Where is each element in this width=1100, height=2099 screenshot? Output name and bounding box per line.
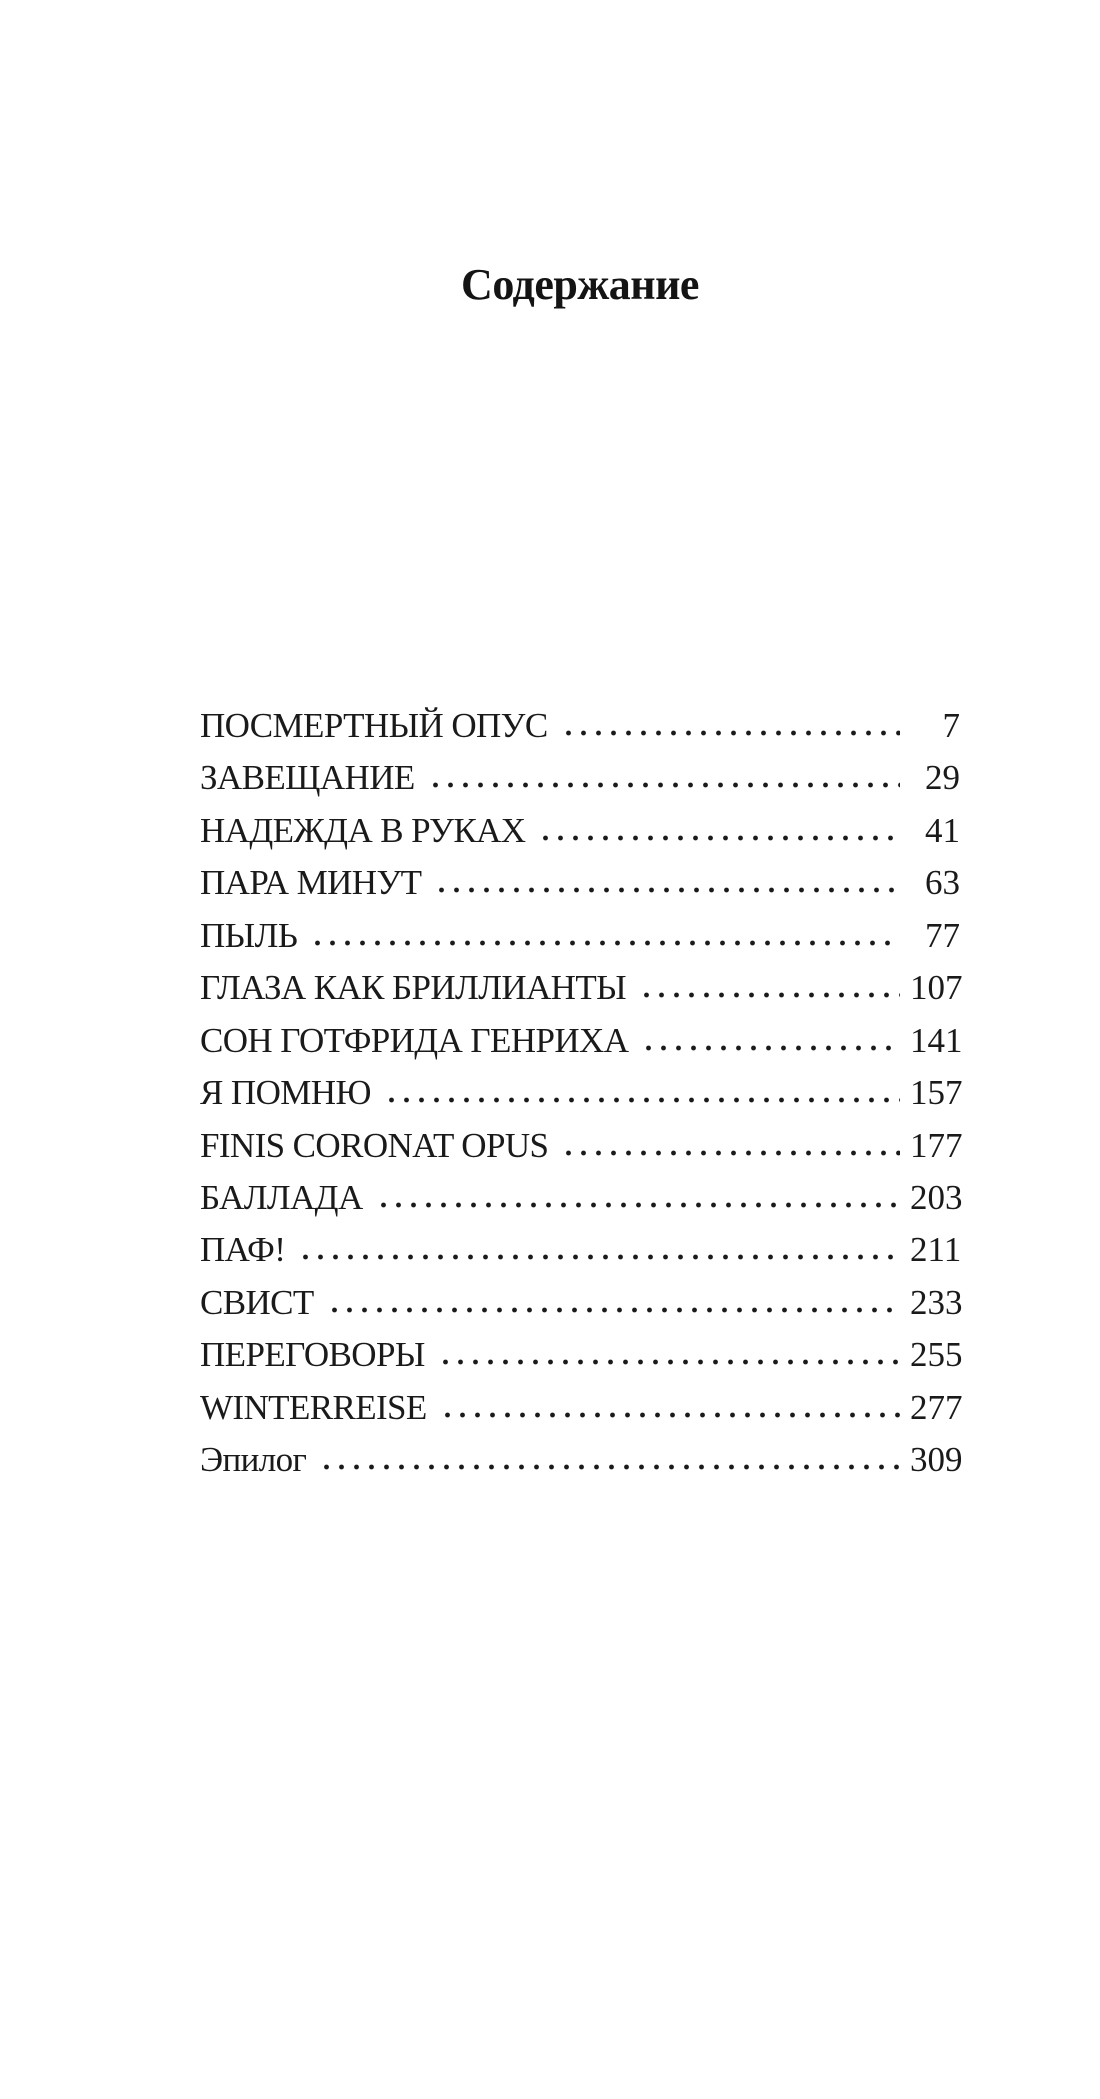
toc-entry-label: ПАРА МИНУТ bbox=[200, 863, 422, 903]
contents-title: Содержание bbox=[461, 260, 699, 309]
toc-entry-label: БАЛЛАДА bbox=[200, 1177, 363, 1217]
toc-entry-label: ПАФ! bbox=[200, 1230, 286, 1270]
toc-entry-page-number: 277 bbox=[910, 1387, 963, 1427]
toc-entry-page-number: 177 bbox=[910, 1125, 963, 1165]
toc-entry-label: ЗАВЕЩАНИЕ bbox=[200, 758, 415, 798]
dot-leader bbox=[561, 729, 900, 737]
dot-leader bbox=[310, 939, 900, 947]
toc-entry-page-number: 211 bbox=[910, 1230, 962, 1270]
toc-entry-page-number: 29 bbox=[925, 758, 960, 798]
toc-entry-page-number: 77 bbox=[925, 915, 960, 955]
dot-leader bbox=[428, 781, 900, 789]
toc-entry bbox=[200, 910, 960, 962]
dot-leader bbox=[438, 1358, 900, 1366]
toc-entry bbox=[200, 1120, 963, 1172]
toc-entry bbox=[200, 1329, 963, 1381]
toc-entry-page-number: 63 bbox=[925, 863, 960, 903]
toc-entry bbox=[200, 1172, 963, 1224]
toc-entry-page-number: 203 bbox=[910, 1177, 963, 1217]
dot-leader bbox=[319, 1463, 900, 1471]
toc-entry-page-number: 7 bbox=[942, 706, 960, 745]
toc-entry bbox=[200, 1015, 963, 1067]
dot-leader bbox=[384, 1096, 900, 1104]
toc-entry bbox=[200, 1067, 963, 1119]
dot-leader bbox=[641, 1044, 900, 1052]
toc-entry-label: Эпилог bbox=[200, 1440, 307, 1480]
toc-entry bbox=[200, 1434, 963, 1486]
toc-entry-page-number: 141 bbox=[910, 1020, 963, 1060]
toc-entry-label: НАДЕЖДА В РУКАХ bbox=[200, 810, 526, 850]
dot-leader bbox=[376, 1201, 900, 1209]
toc-list bbox=[200, 700, 963, 1487]
dot-leader bbox=[440, 1411, 900, 1419]
toc-entry-label: WINTERREISE bbox=[200, 1387, 427, 1427]
toc-entry bbox=[200, 1277, 963, 1329]
toc-entry bbox=[200, 700, 960, 752]
dot-leader bbox=[561, 1149, 900, 1157]
toc-entry-page-number: 233 bbox=[910, 1282, 963, 1322]
toc-entry bbox=[200, 1382, 963, 1434]
dot-leader bbox=[434, 886, 900, 894]
dot-leader bbox=[538, 834, 900, 842]
dot-leader bbox=[639, 991, 900, 999]
toc-entry-label: Я ПОМНЮ bbox=[200, 1073, 371, 1113]
toc-entry-page-number: 309 bbox=[910, 1440, 963, 1480]
toc-entry-label: СВИСТ bbox=[200, 1282, 314, 1322]
toc-entry-label: ПЫЛЬ bbox=[200, 915, 298, 955]
toc-entry-label: ГЛАЗА КАК БРИЛЛИАНТЫ bbox=[200, 968, 627, 1008]
toc-entry-page-number: 41 bbox=[925, 810, 960, 850]
toc-entry-label: ПОСМЕРТНЫЙ ОПУС bbox=[200, 706, 548, 745]
toc-entry-label: СОН ГОТФРИДА ГЕНРИХА bbox=[200, 1020, 629, 1060]
dot-leader bbox=[327, 1306, 900, 1314]
toc-entry-label: ПЕРЕГОВОРЫ bbox=[200, 1335, 425, 1375]
toc-entry-page-number: 255 bbox=[910, 1335, 963, 1375]
toc-entry bbox=[200, 1224, 960, 1276]
toc-entry bbox=[200, 857, 960, 909]
toc-entry-page-number: 157 bbox=[910, 1073, 963, 1113]
toc-entry bbox=[200, 752, 960, 804]
dot-leader bbox=[298, 1253, 900, 1261]
toc-entry-label: FINIS CORONAT OPUS bbox=[200, 1125, 549, 1165]
toc-entry bbox=[200, 962, 963, 1014]
toc-entry bbox=[200, 805, 960, 857]
toc-entry-page-number: 107 bbox=[910, 968, 963, 1008]
